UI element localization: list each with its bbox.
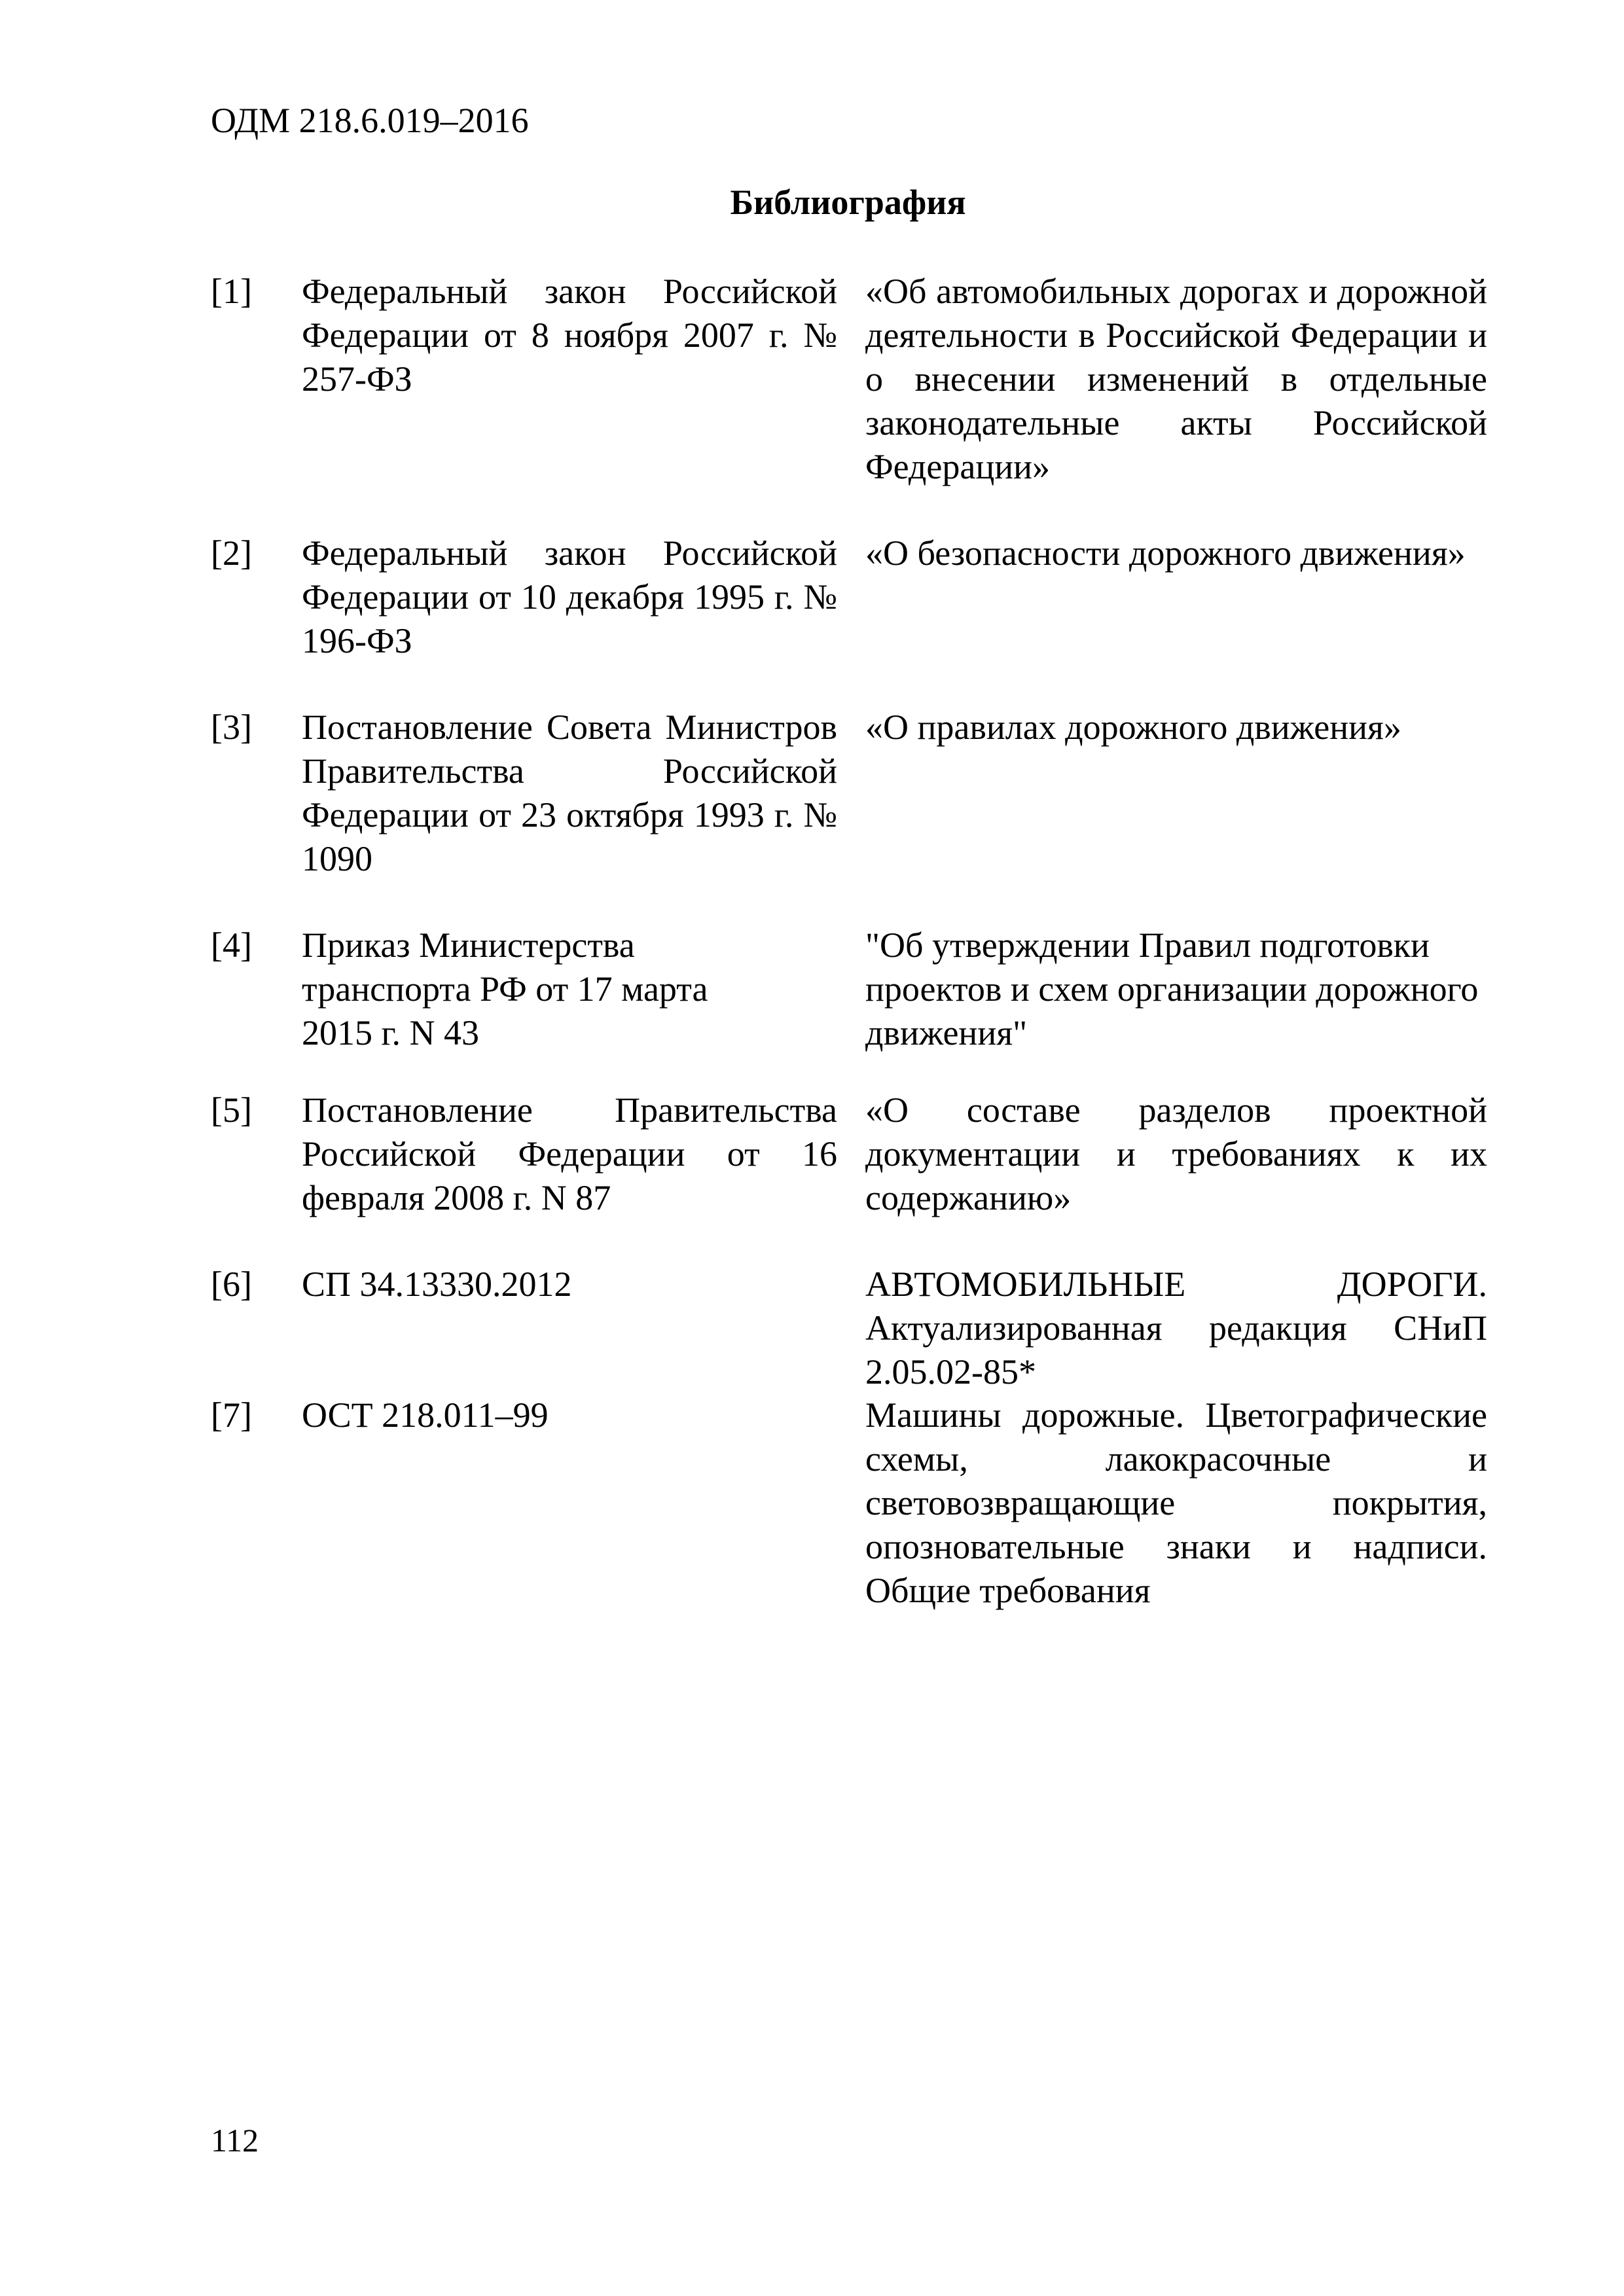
- entry-title: АВТОМОБИЛЬНЫЕ ДОРОГИ. Актуализированная редакция СНиП 2.05.02-85*: [865, 1265, 1487, 1391]
- entry-title: «О безопасности дорожного движения»: [865, 533, 1466, 573]
- entry-number: [3]: [211, 708, 252, 747]
- entry-number: [5]: [211, 1090, 252, 1130]
- entry-source: Постановление Правительства Российской Федерации от 16 февраля 2008 г. N 87: [302, 1090, 837, 1217]
- entry-number: [2]: [211, 533, 252, 573]
- entry-source: ОСТ 218.011–99: [302, 1395, 549, 1435]
- entry-title: «О правилах дорожного движения»: [865, 708, 1401, 747]
- page-title: Библиография: [730, 183, 966, 222]
- entry-number: [6]: [211, 1265, 252, 1304]
- entry-title: Машины дорожные. Цветографические схемы, лакокрасочные и световозвращающие покрытия, опозновательные знаки и надписи. Общие требования: [865, 1395, 1487, 1610]
- entry-title: «О составе разделов проектной документации и требованиях к их содержанию»: [865, 1090, 1487, 1217]
- entry-source: Постановление Совета Министров Правительства Российской Федерации от 23 октября 1993 г. № 1090: [302, 708, 837, 878]
- entry-number: [4]: [211, 925, 252, 965]
- entry-source: СП 34.13330.2012: [302, 1265, 572, 1304]
- entry-source: Приказ Министерства транспорта РФ от 17 марта 2015 г. N 43: [302, 925, 708, 1052]
- entry-source: Федеральный закон Российской Федерации от 10 декабря 1995 г. № 196-ФЗ: [302, 533, 837, 660]
- entry-number: [7]: [211, 1395, 252, 1435]
- page-number: 112: [211, 2122, 259, 2159]
- entry-source: Федеральный закон Российской Федерации от 8 ноября 2007 г. № 257-ФЗ: [302, 272, 837, 399]
- entry-title: «Об автомобильных дорогах и дорожной деятельности в Российской Федерации и о внесении изменений в отдельные законодательные акты Российской Федерации»: [865, 272, 1487, 486]
- entry-title: "Об утверждении Правил подготовки проектов и схем организации дорожного движения": [865, 925, 1479, 1052]
- entry-number: [1]: [211, 272, 252, 311]
- document-code: ОДМ 218.6.019–2016: [211, 101, 529, 140]
